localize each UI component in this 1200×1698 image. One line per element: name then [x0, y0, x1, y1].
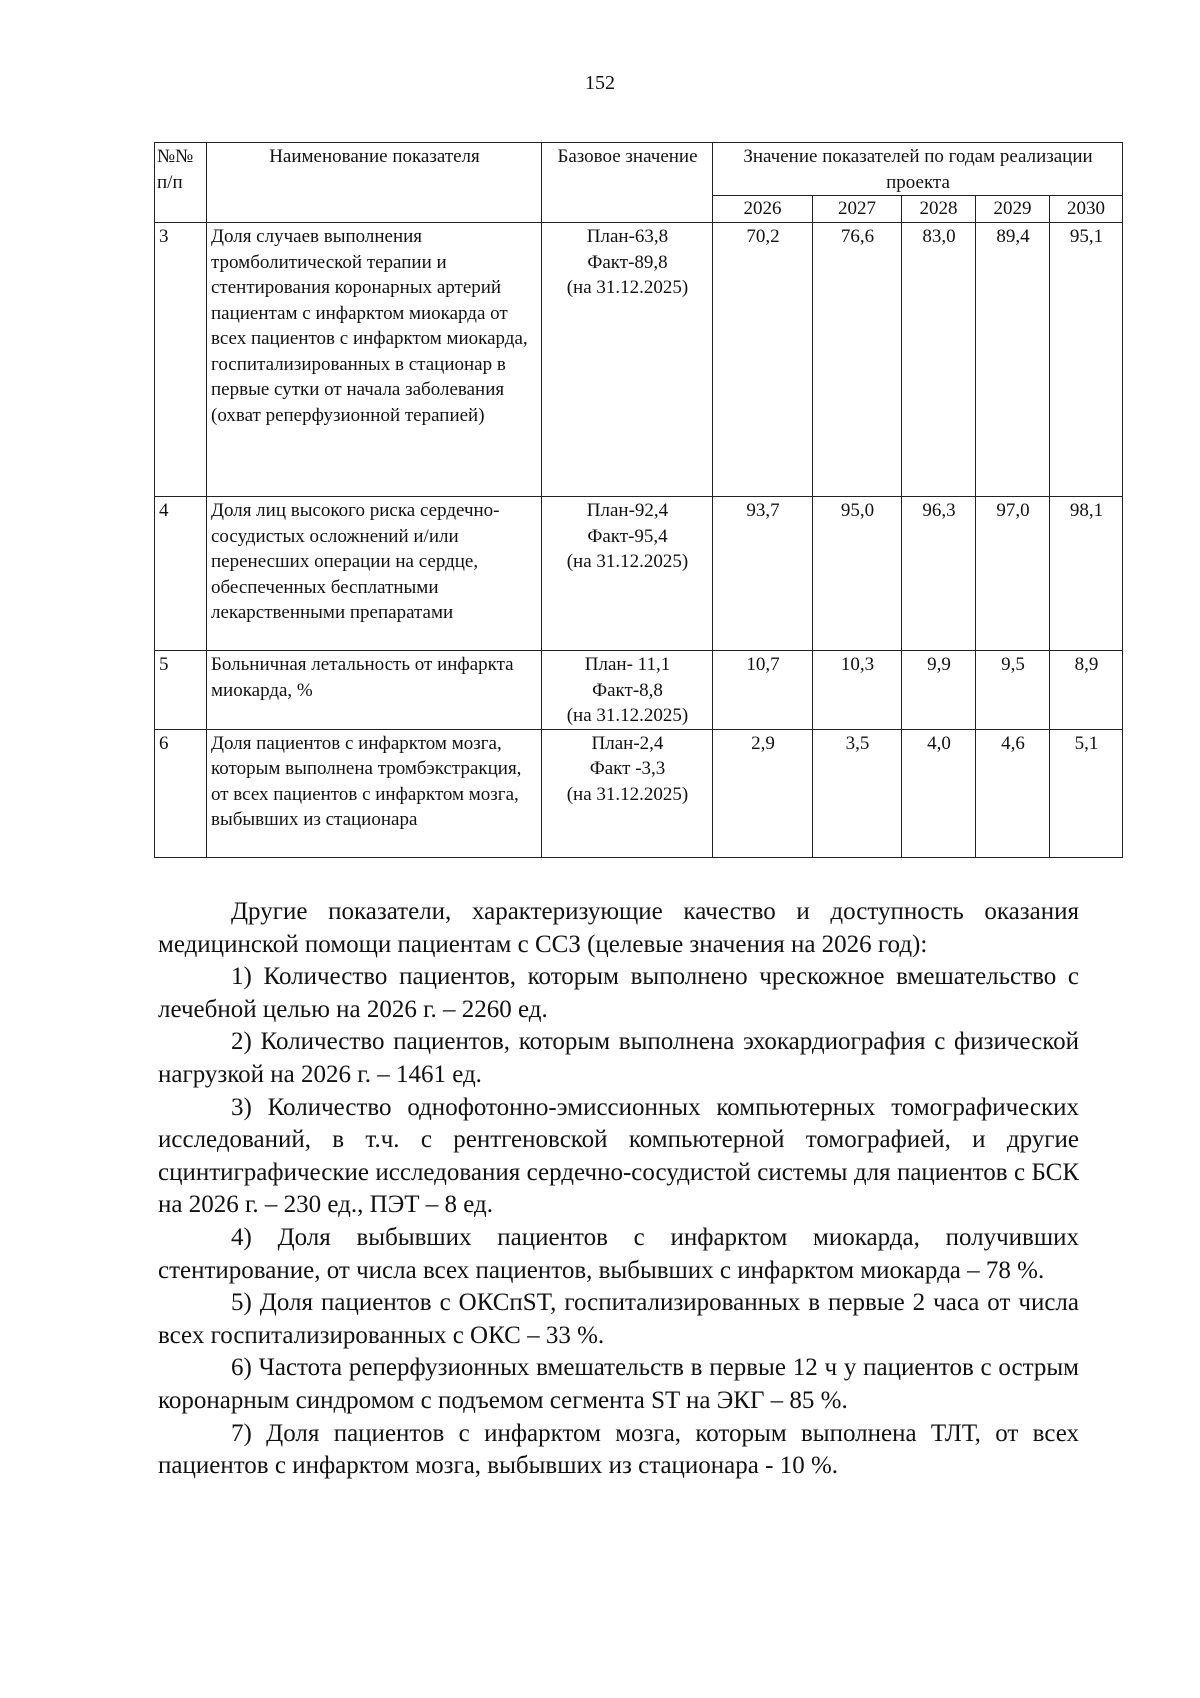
table-row — [155, 729, 1123, 857]
base-value — [542, 223, 713, 497]
body-text — [158, 896, 1079, 1483]
value-cell: 83,0 — [902, 223, 976, 497]
header-year: 2028 — [902, 196, 976, 223]
base-fact: Факт-95,4 — [587, 525, 668, 547]
intro-paragraph: Другие показатели, характеризующие качество и доступность оказания медицинской помощи пациентам с ССЗ (целевые значения на 2026 год): — [158, 898, 1079, 958]
list-item: 5) Доля пациентов с ОКСпST, госпитализированных в первые 2 часа от числа всех госпитализированных с ОКС – 33 %. — [158, 1289, 1079, 1349]
base-fact: Факт-89,8 — [587, 251, 668, 273]
table-row — [155, 497, 1123, 651]
base-plan: План- 11,1 — [584, 654, 671, 675]
header-year: 2029 — [976, 196, 1050, 223]
table-header-row — [155, 143, 1123, 196]
value-cell: 2,9 — [713, 729, 813, 857]
value-cell: 97,0 — [976, 497, 1050, 651]
base-date: (на 31.12.2025) — [566, 277, 689, 298]
list-item: 2) Количество пациентов, которым выполнена эхокардиография с физической нагрузкой на 2026 г. – 1461 ед. — [158, 1028, 1079, 1088]
value-cell: 8,9 — [1050, 651, 1123, 730]
page-number: 152 — [585, 72, 615, 94]
base-value — [542, 651, 713, 730]
header-year: 2030 — [1050, 196, 1123, 223]
value-cell: 10,3 — [813, 651, 902, 730]
value-cell: 95,0 — [813, 497, 902, 651]
value-cell: 3,5 — [813, 729, 902, 857]
list-item: 4) Доля выбывших пациентов с инфарктом миокарда, получивших стентирование, от числа всех пациентов, выбывших с инфарктом миокарда – 78 %. — [158, 1223, 1079, 1284]
indicator-name: Доля пациентов с инфарктом мозга, которым выполнена тромбэкстракция, от всех пациентов с инфарктом мозга, выбывших из стационара — [207, 729, 542, 857]
base-fact: Факт-8,8 — [592, 679, 663, 701]
header-name: Наименование показателя — [207, 143, 542, 223]
indicator-name: Доля случаев выполнения тромболитической терапии и стентирования коронарных артерий пациентам с инфарктом миокарда от всех пациентов с инфарктом миокарда, госпитализированных в стационар в первые сутки от начала заболевания (охват реперфузионной терапией) — [207, 223, 542, 497]
header-year: 2027 — [813, 196, 902, 223]
value-cell: 70,2 — [713, 223, 813, 497]
value-cell: 89,4 — [976, 223, 1050, 497]
row-number: 4 — [155, 497, 207, 651]
header-base: Базовое значение — [542, 143, 713, 223]
value-cell: 10,7 — [713, 651, 813, 730]
header-year: 2026 — [713, 196, 813, 223]
value-cell: 9,5 — [976, 651, 1050, 730]
value-cell: 93,7 — [713, 497, 813, 651]
value-cell: 76,6 — [813, 223, 902, 497]
base-plan: План-2,4 — [591, 732, 664, 754]
base-date: (на 31.12.2025) — [566, 783, 689, 805]
value-cell: 9,9 — [902, 651, 976, 730]
indicators-table — [154, 142, 1123, 858]
base-fact: Факт -3,3 — [589, 758, 666, 779]
list-item: 7) Доля пациентов с инфарктом мозга, которым выполнена ТЛТ, от всех пациентов с инфарктом мозга, выбывших из стационара - 10 %. — [158, 1419, 1079, 1480]
value-cell: 98,1 — [1050, 497, 1123, 651]
base-value — [542, 729, 713, 857]
header-values-group: Значение показателей по годам реализации проекта — [713, 143, 1123, 196]
value-cell: 5,1 — [1050, 729, 1123, 857]
row-number: 5 — [155, 651, 207, 730]
row-number: 6 — [155, 729, 207, 857]
row-number: 3 — [155, 223, 207, 497]
indicator-name: Больничная летальность от инфаркта миокарда, % — [207, 651, 542, 730]
list-item: 6) Частота реперфузионных вмешательств в первые 12 ч у пациентов с острым коронарным синдромом с подъемом сегмента ST на ЭКГ – 85 %. — [158, 1354, 1079, 1414]
value-cell: 4,0 — [902, 729, 976, 857]
list-item: 3) Количество однофотонно-эмиссионных компьютерных томографических исследований, в т.ч. с рентгеновской компьютерной томографией, и другие сцинтиграфические исследования сердечно-сосудистой системы для пациентов с БСК на 2026 г. – 230 ед., ПЭТ – 8 ед. — [158, 1093, 1079, 1219]
indicator-name: Доля лиц высокого риска сердечно-сосудистых осложнений и/или перенесших операции на сердце, обеспеченных бесплатными лекарственными препаратами — [207, 497, 542, 651]
base-plan: План-63,8 — [586, 226, 669, 247]
base-date: (на 31.12.2025) — [566, 551, 689, 572]
list-item: 1) Количество пациентов, которым выполнено чрескожное вмешательство с лечебной целью на 2026 г. – 2260 ед. — [158, 963, 1079, 1023]
header-num: №№ п/п — [155, 143, 207, 223]
value-cell: 95,1 — [1050, 223, 1123, 497]
base-plan: План-92,4 — [586, 500, 669, 521]
base-date: (на 31.12.2025) — [566, 705, 689, 726]
value-cell: 96,3 — [902, 497, 976, 651]
table-row — [155, 651, 1123, 730]
table-row — [155, 223, 1123, 497]
value-cell: 4,6 — [976, 729, 1050, 857]
base-value — [542, 497, 713, 651]
